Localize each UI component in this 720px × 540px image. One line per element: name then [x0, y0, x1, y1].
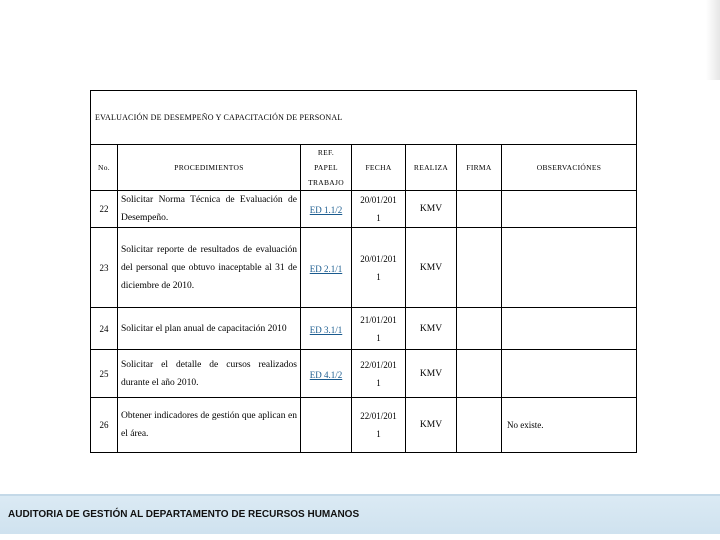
observaciones-cell [502, 350, 637, 398]
row-number: 22 [91, 191, 118, 228]
ref-cell [301, 191, 352, 228]
firma-cell [457, 191, 502, 228]
procedure-text: Solicitar el plan anual de capacitación 2010 [118, 308, 301, 350]
header-realiza: REALIZA [406, 145, 457, 191]
row-number: 23 [91, 228, 118, 308]
observaciones-cell [502, 228, 637, 308]
ref-cell [301, 398, 352, 453]
ref-cell [301, 350, 352, 398]
firma-cell [457, 308, 502, 350]
footer-banner [0, 494, 720, 534]
table-title: EVALUACIÓN DE DESEMPEÑO Y CAPACITACIÓN DE PERSONAL [91, 91, 637, 145]
header-firma: FIRMA [457, 145, 502, 191]
firma-cell [457, 398, 502, 453]
table-row [91, 398, 637, 453]
observaciones-cell: No existe. [502, 398, 637, 453]
header-ref-line3: TRABAJO [308, 178, 344, 187]
ref-link[interactable]: ED 1.1/2 [309, 205, 343, 215]
realiza-cell: KMV [406, 398, 457, 453]
table-row [91, 191, 637, 228]
procedure-text: Solicitar reporte de resultados de evaluación del personal que obtuvo inaceptable al 31 de diciembre de 2010. [118, 228, 301, 308]
header-no: No. [91, 145, 118, 191]
header-procedimientos: PROCEDIMIENTOS [118, 145, 301, 191]
date-line1: 22/01/201 [360, 359, 397, 370]
header-observaciones: OBSERVACIÓNES [502, 145, 637, 191]
ref-link[interactable]: ED 4.1/2 [309, 369, 343, 380]
date-line1: 20/01/201 [360, 253, 397, 264]
ref-link[interactable]: ED 3.1/1 [309, 324, 343, 335]
date-line2: 1 [376, 429, 381, 439]
header-fecha: FECHA [352, 145, 406, 191]
firma-cell [457, 350, 502, 398]
date-line1: 21/01/201 [360, 314, 397, 325]
date-cell [352, 191, 406, 228]
ref-cell [301, 228, 352, 308]
date-cell [352, 308, 406, 350]
date-line2: 1 [376, 332, 381, 343]
realiza-cell: KMV [406, 191, 457, 228]
corner-shade [706, 0, 720, 80]
realiza-cell: KMV [406, 350, 457, 398]
date-cell [352, 228, 406, 308]
date-line2: 1 [376, 213, 381, 223]
ref-cell [301, 308, 352, 350]
date-line2: 1 [376, 377, 381, 388]
date-line1: 22/01/201 [360, 411, 397, 421]
realiza-cell: KMV [406, 228, 457, 308]
date-line2: 1 [376, 271, 381, 282]
procedure-text: Solicitar el detalle de cursos realizados durante el año 2010. [118, 350, 301, 398]
date-cell [352, 398, 406, 453]
header-row [91, 145, 637, 191]
audit-procedures-table [90, 90, 637, 453]
table-row [91, 228, 637, 308]
procedure-text: Obtener indicadores de gestión que aplican en el área. [118, 398, 301, 453]
header-ref-line1: REF. [317, 148, 335, 157]
observaciones-cell [502, 191, 637, 228]
observaciones-cell [502, 308, 637, 350]
row-number: 26 [91, 398, 118, 453]
firma-cell [457, 228, 502, 308]
date-line1: 20/01/201 [360, 195, 397, 205]
realiza-cell: KMV [406, 308, 457, 350]
header-ref [301, 145, 352, 191]
title-row [91, 91, 637, 145]
header-ref-line2: PAPEL [314, 163, 338, 172]
row-number: 24 [91, 308, 118, 350]
row-number: 25 [91, 350, 118, 398]
date-cell [352, 350, 406, 398]
table-row [91, 308, 637, 350]
ref-link[interactable]: ED 2.1/1 [309, 263, 343, 274]
footer-title: AUDITORIA DE GESTIÓN AL DEPARTAMENTO DE RECURSOS HUMANOS [8, 509, 360, 520]
procedure-text: Solicitar Norma Técnica de Evaluación de Desempeño. [118, 191, 301, 228]
table-row [91, 350, 637, 398]
